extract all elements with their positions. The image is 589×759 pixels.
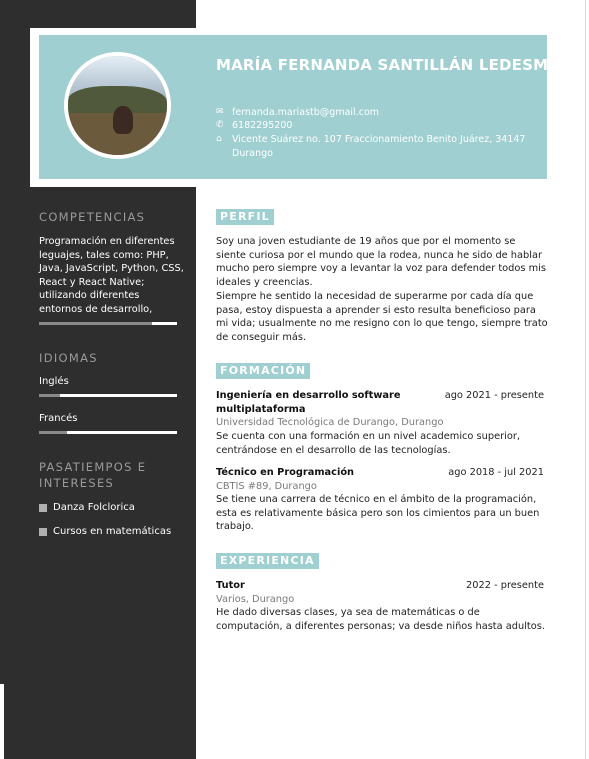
contact-address	[216, 133, 525, 161]
experience-heading: EXPERIENCIA	[216, 553, 319, 569]
skills-level-fill	[39, 322, 152, 325]
education-title-1: Ingeniería en desarrollo software multiplataforma	[216, 390, 401, 415]
experience-description-1: He dado diversas clases, ya sea de matemáticas o de computación, a diferentes personas; va desde niños hasta adultos.	[216, 607, 545, 632]
hobbies-heading	[39, 459, 146, 491]
experience-place-1: Varios, Durango	[216, 594, 295, 605]
profile-paragraph-1: Soy una joven estudiante de 19 años que por el momento se siente curiosa por el mundo que la rodea, nunca he sido de hablar mucho pero siempre voy a levantar la voz para defender todos mis ideales y creencias.	[216, 236, 546, 288]
sidebar-gap	[0, 684, 4, 759]
education-institution-2: CBTIS #89, Durango	[216, 481, 317, 492]
language-english: Inglés	[39, 376, 69, 387]
skills-heading: COMPETENCIAS	[39, 210, 146, 224]
education-title-2: Técnico en Programación	[216, 467, 355, 478]
contact-phone	[216, 119, 292, 133]
envelope-icon: ✉	[216, 107, 224, 117]
profile-photo	[64, 52, 171, 159]
education-heading: FORMACIÓN	[216, 363, 310, 379]
education-institution-1: Universidad Tecnológica de Durango, Durango	[216, 417, 444, 428]
profile-heading: PERFIL	[216, 209, 274, 225]
education-date-2: ago 2018 - jul 2021	[448, 467, 544, 478]
contact-email	[216, 106, 379, 120]
address-line-1: Vicente Suárez no. 107 Fraccionamiento Benito Juárez, 34147	[232, 134, 526, 145]
page-edge-line	[585, 0, 586, 759]
hobbies-heading-line-2: INTERESES	[39, 476, 115, 490]
skills-level-bar	[39, 322, 177, 325]
hobby-label: Danza Folclorica	[53, 502, 135, 513]
education-date-1: ago 2021 - presente	[444, 390, 544, 401]
home-icon: ⌂	[216, 134, 222, 144]
education-description-2: Se tiene una carrera de técnico en el ámbito de la programación, esta es relativamente básica pero son los cimientos para un buen trabajo.	[216, 494, 540, 533]
hobby-item	[39, 526, 171, 537]
address-line-2: Durango	[232, 148, 273, 159]
english-level-fill	[39, 394, 60, 397]
phone-text: 6182295200	[232, 120, 293, 131]
french-level-bar	[39, 431, 177, 434]
french-level-fill	[39, 431, 67, 434]
hobby-label: Cursos en matemáticas	[53, 526, 172, 537]
profile-paragraph-2: Siempre he sentido la necesidad de superarme por cada día que pasa, estoy dispuesta a aprender si esto resulta beneficioso para mi vida; usualmente no me resigno con lo que tengo, siempre trato de conseguir más.	[216, 291, 548, 343]
candidate-name: MARÍA FERNANDA SANTILLÁN LEDESMA	[216, 56, 561, 74]
hobby-item	[39, 502, 135, 513]
education-description-1: Se cuenta con una formación en un nivel academico superior, centrándose en el desarrollo de las tecnologías.	[216, 431, 520, 456]
hobbies-heading-line-1: PASATIEMPOS E	[39, 460, 147, 474]
language-french: Francés	[39, 413, 78, 424]
english-level-bar	[39, 394, 177, 397]
experience-date-1: 2022 - presente	[466, 580, 544, 591]
address-text	[232, 133, 525, 161]
phone-icon: ✆	[216, 120, 224, 130]
skills-text: Programación en diferentes leguajes, tales como: PHP, Java, JavaScript, Python, CSS, React y React Native; utilizando diferentes entornos de desarrollo,	[39, 236, 184, 315]
languages-heading: IDIOMAS	[39, 351, 98, 365]
square-bullet-icon	[39, 504, 47, 512]
experience-title-1: Tutor	[216, 580, 245, 591]
email-text: fernanda.mariastb@gmail.com	[232, 107, 380, 118]
square-bullet-icon	[39, 528, 47, 536]
